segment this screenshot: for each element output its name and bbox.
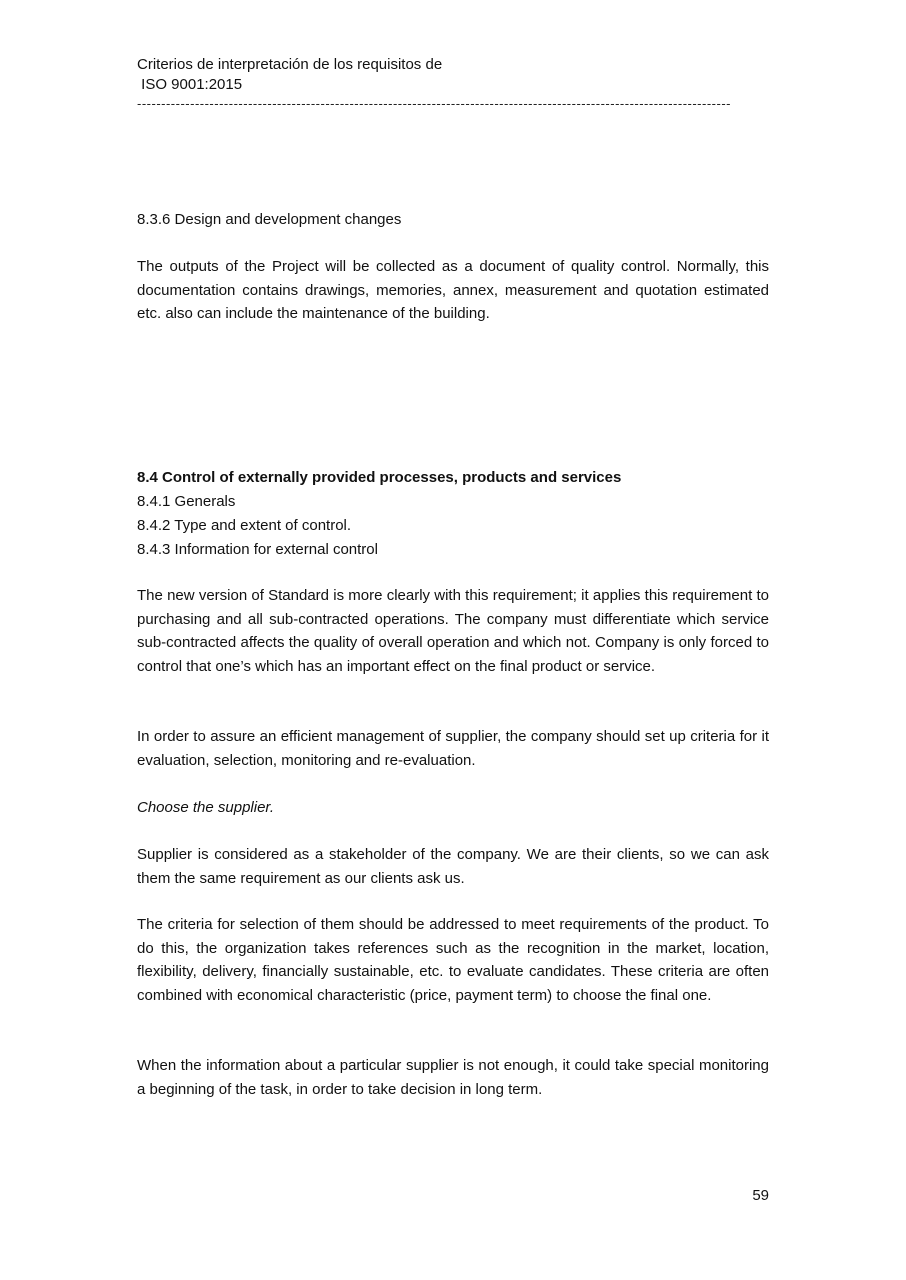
paragraph-supplier-stakeholder: Supplier is considered as a stakeholder of the company. We are their clients, so we can ask them the same requirement as our clients ask us. bbox=[137, 846, 769, 887]
paragraph-design-changes: The outputs of the Project will be collected as a document of quality control. Normally, this documentation contains drawings, memories, annex, measurement and quotation estimated etc. also can include the maintenance of the building. bbox=[137, 258, 769, 322]
running-header-subtitle: ISO 9001:2015 bbox=[137, 76, 243, 93]
paragraph-special-monitoring: When the information about a particular supplier is not enough, it could take special monitoring a beginning of the task, in order to take decision in long term. bbox=[137, 1057, 769, 1098]
subitem-8-4-3: 8.4.3 Information for external control bbox=[137, 541, 378, 558]
page-number: 59 bbox=[752, 1187, 769, 1204]
paragraph-standard-requirement: The new version of Standard is more clearly with this requirement; it applies this requirement to purchasing and all sub-contracted operations. The company must differentiate which service sub-contracted affects the quality of overall operation and which not. Company is only forced to control that one’s which has an important effect on the final product or service. bbox=[137, 587, 769, 675]
subitem-8-4-1: 8.4.1 Generals bbox=[137, 493, 236, 510]
paragraph-selection-criteria: The criteria for selection of them should be addressed to meet requirements of the product. To do this, the organization takes references such as the recognition in the market, location, flexibility, delivery, financially sustainable, etc. to evaluate candidates. These criteria are often combined with economical characteristic (price, payment term) to choose the final one. bbox=[137, 916, 769, 1004]
subitem-8-4-2: 8.4.2 Type and extent of control. bbox=[137, 517, 352, 534]
paragraph-supplier-management: In order to assure an efficient management of supplier, the company should set up criteria for it evaluation, selection, monitoring and re-evaluation. bbox=[137, 728, 769, 769]
subheading-choose-supplier: Choose the supplier. bbox=[137, 799, 275, 816]
running-header-title: Criterios de interpretación de los requisitos de bbox=[137, 56, 443, 73]
section-heading-8-3-6: 8.3.6 Design and development changes bbox=[137, 211, 402, 228]
header-dashed-rule: --------------------------------------------------------------------------------------------------------------------------- bbox=[137, 96, 731, 111]
section-heading-8-4: 8.4 Control of externally provided processes, products and services bbox=[137, 469, 622, 486]
